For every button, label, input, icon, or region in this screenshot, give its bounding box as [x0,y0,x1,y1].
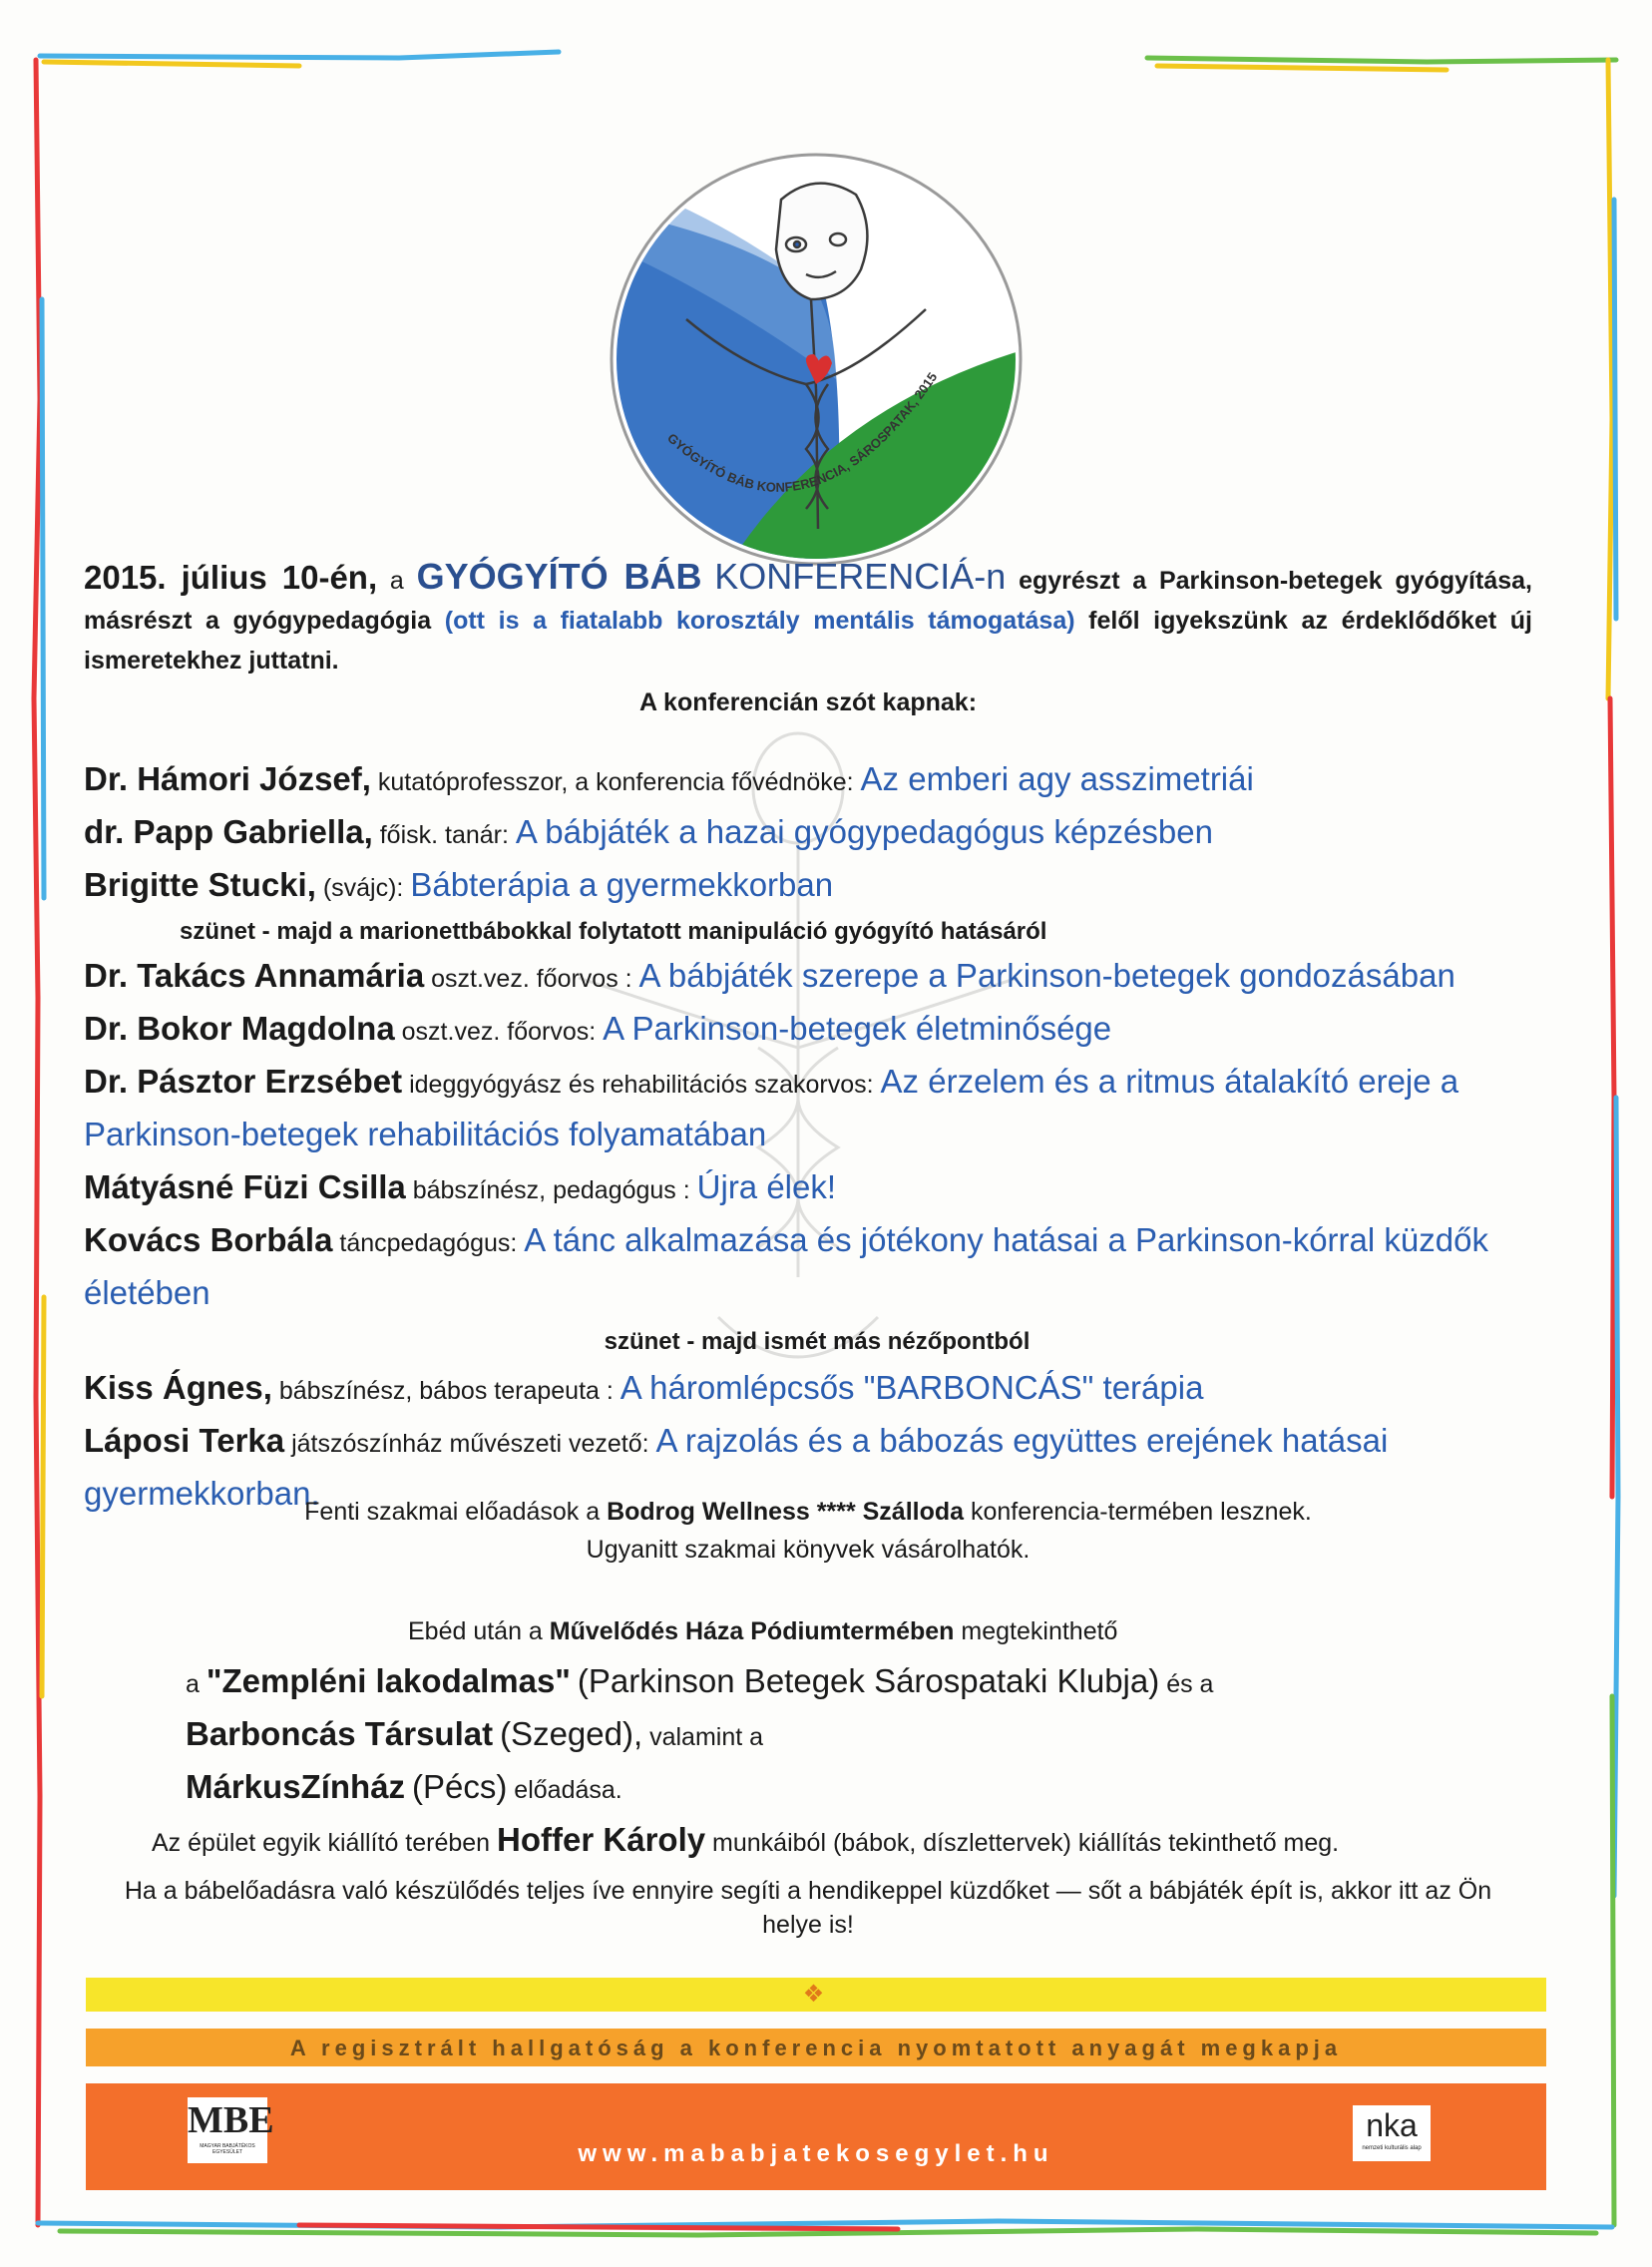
conference-logo [607,150,1026,569]
conference-suffix: KONFERENCIÁ-n [714,556,1007,597]
intro-paragraph: 2015. július 10-én, a GYÓGYÍTÓ BÁB KONFERENCIÁ-n egyrészt a Parkinson-betegek gyógyítása, másrészt a gyógypedagógia (ott is a fiatalabb korosztály mentális támogatása) felől igyekszünk az érdeklődőket új ismeretekhez juttatni. [84,556,1532,675]
afternoon-program: Ebéd után a Művelődés Háza Pódiumtermében megtekinthető a "Zempléni lakodalmas" (Parkinson Betegek Sárospataki Klubja) és a Barboncás Társulat (Szeged), valamint a MárkusZínház (Pécs) előadása. Az épület egyik kiállító terében Hoffer Károly munkáiból (bábok, díszlettervek) kiállítás tekinthető meg. [152,1617,1340,1858]
speakers-intro: A konferencián szót kapnak: [638,688,978,716]
speaker-row: Kovács Borbála táncpedagógus: A tánc alkalmazása és jótékony hatásai a Parkinson-kórral küzdők életében [84,1221,1488,1311]
intro-paren: (ott is a fiatalabb korosztály mentális támogatása) [444,607,1075,635]
speaker-row: Brigitte Stucki, (svájc): Bábterápia a gyermekkorban [84,866,834,903]
pause-note: szünet - majd ismét más nézőpontból [604,1328,1031,1355]
ornament-bar [86,1978,1546,2012]
speaker-row: Láposi Terka játszószínház művészeti vezető: A rajzolás és a bábozás együttes erejének hatásai gyermekkorban. [84,1422,1389,1512]
speaker-row: Dr. Hámori József, kutatóprofesszor, a konferencia fővédnöke: Az emberi agy asszimetriái [84,760,1254,797]
event-date: 2015. július 10-én, [84,559,378,596]
footer-bar [86,2083,1546,2190]
ornament-icon: ❖ [802,1981,830,2008]
logo-ring-text: GYÓGYÍTÓ BÁB KONFERENCIA, SÁROSPATAK, 2015 [664,369,941,495]
registration-bar [86,2029,1546,2066]
nka-logo: nka nemzeti kulturális alap [1353,2105,1431,2161]
speaker-row: Dr. Bokor Magdolna oszt.vez. főorvos: A Parkinson-betegek életminősége [84,1010,1112,1047]
venue-note: Fenti szakmai előadások a Bodrog Wellness **** Szálloda konferencia-termében lesznek. Ugyanitt szakmai könyvek vásárolhatók. [304,1498,1312,1564]
website-link[interactable]: www.mababjatekosegylet.hu [578,2140,1054,2167]
speaker-row: dr. Papp Gabriella, főisk. tanár: A bábjáték a hazai gyógypedagógus képzésben [84,813,1213,850]
speaker-row: Dr. Pásztor Erzsébet ideggyógyász és rehabilitációs szakorvos: Az érzelem és a ritmus átalakító ereje a Parkinson-betegek rehabilitációs folyamatában [84,1063,1459,1152]
registration-note: A regisztrált hallgatóság a konferencia nyomtatott anyagát megkapja [289,2036,1343,2060]
speaker-list [84,754,1550,1522]
speaker-row: Dr. Takács Annamária oszt.vez. főorvos : A bábjáték szerepe a Parkinson-betegek gondozásában [84,957,1455,994]
mbe-logo: MBE MAGYAR BABJÁTÉKOS EGYESÜLET [188,2097,267,2163]
conference-name: GYÓGYÍTÓ BÁB [416,556,702,597]
speaker-row: Kiss Ágnes, bábszínész, bábos terapeuta : A háromlépcsős "BARBONCÁS" terápia [84,1369,1204,1406]
closing-note: Ha a bábelőadásra való készülődés teljes íve ennyire segíti a hendikeppel küzdőket — sőt a bábjáték épít is, akkor itt az Ön helye is! [124,1877,1492,1939]
speaker-row: Mátyásné Füzi Csilla bábszínész, pedagógus : Újra élek! [84,1168,837,1205]
pause-note: szünet - majd a marionettbábokkal folytatott manipuláció gyógyító hatásáról [180,918,1047,945]
